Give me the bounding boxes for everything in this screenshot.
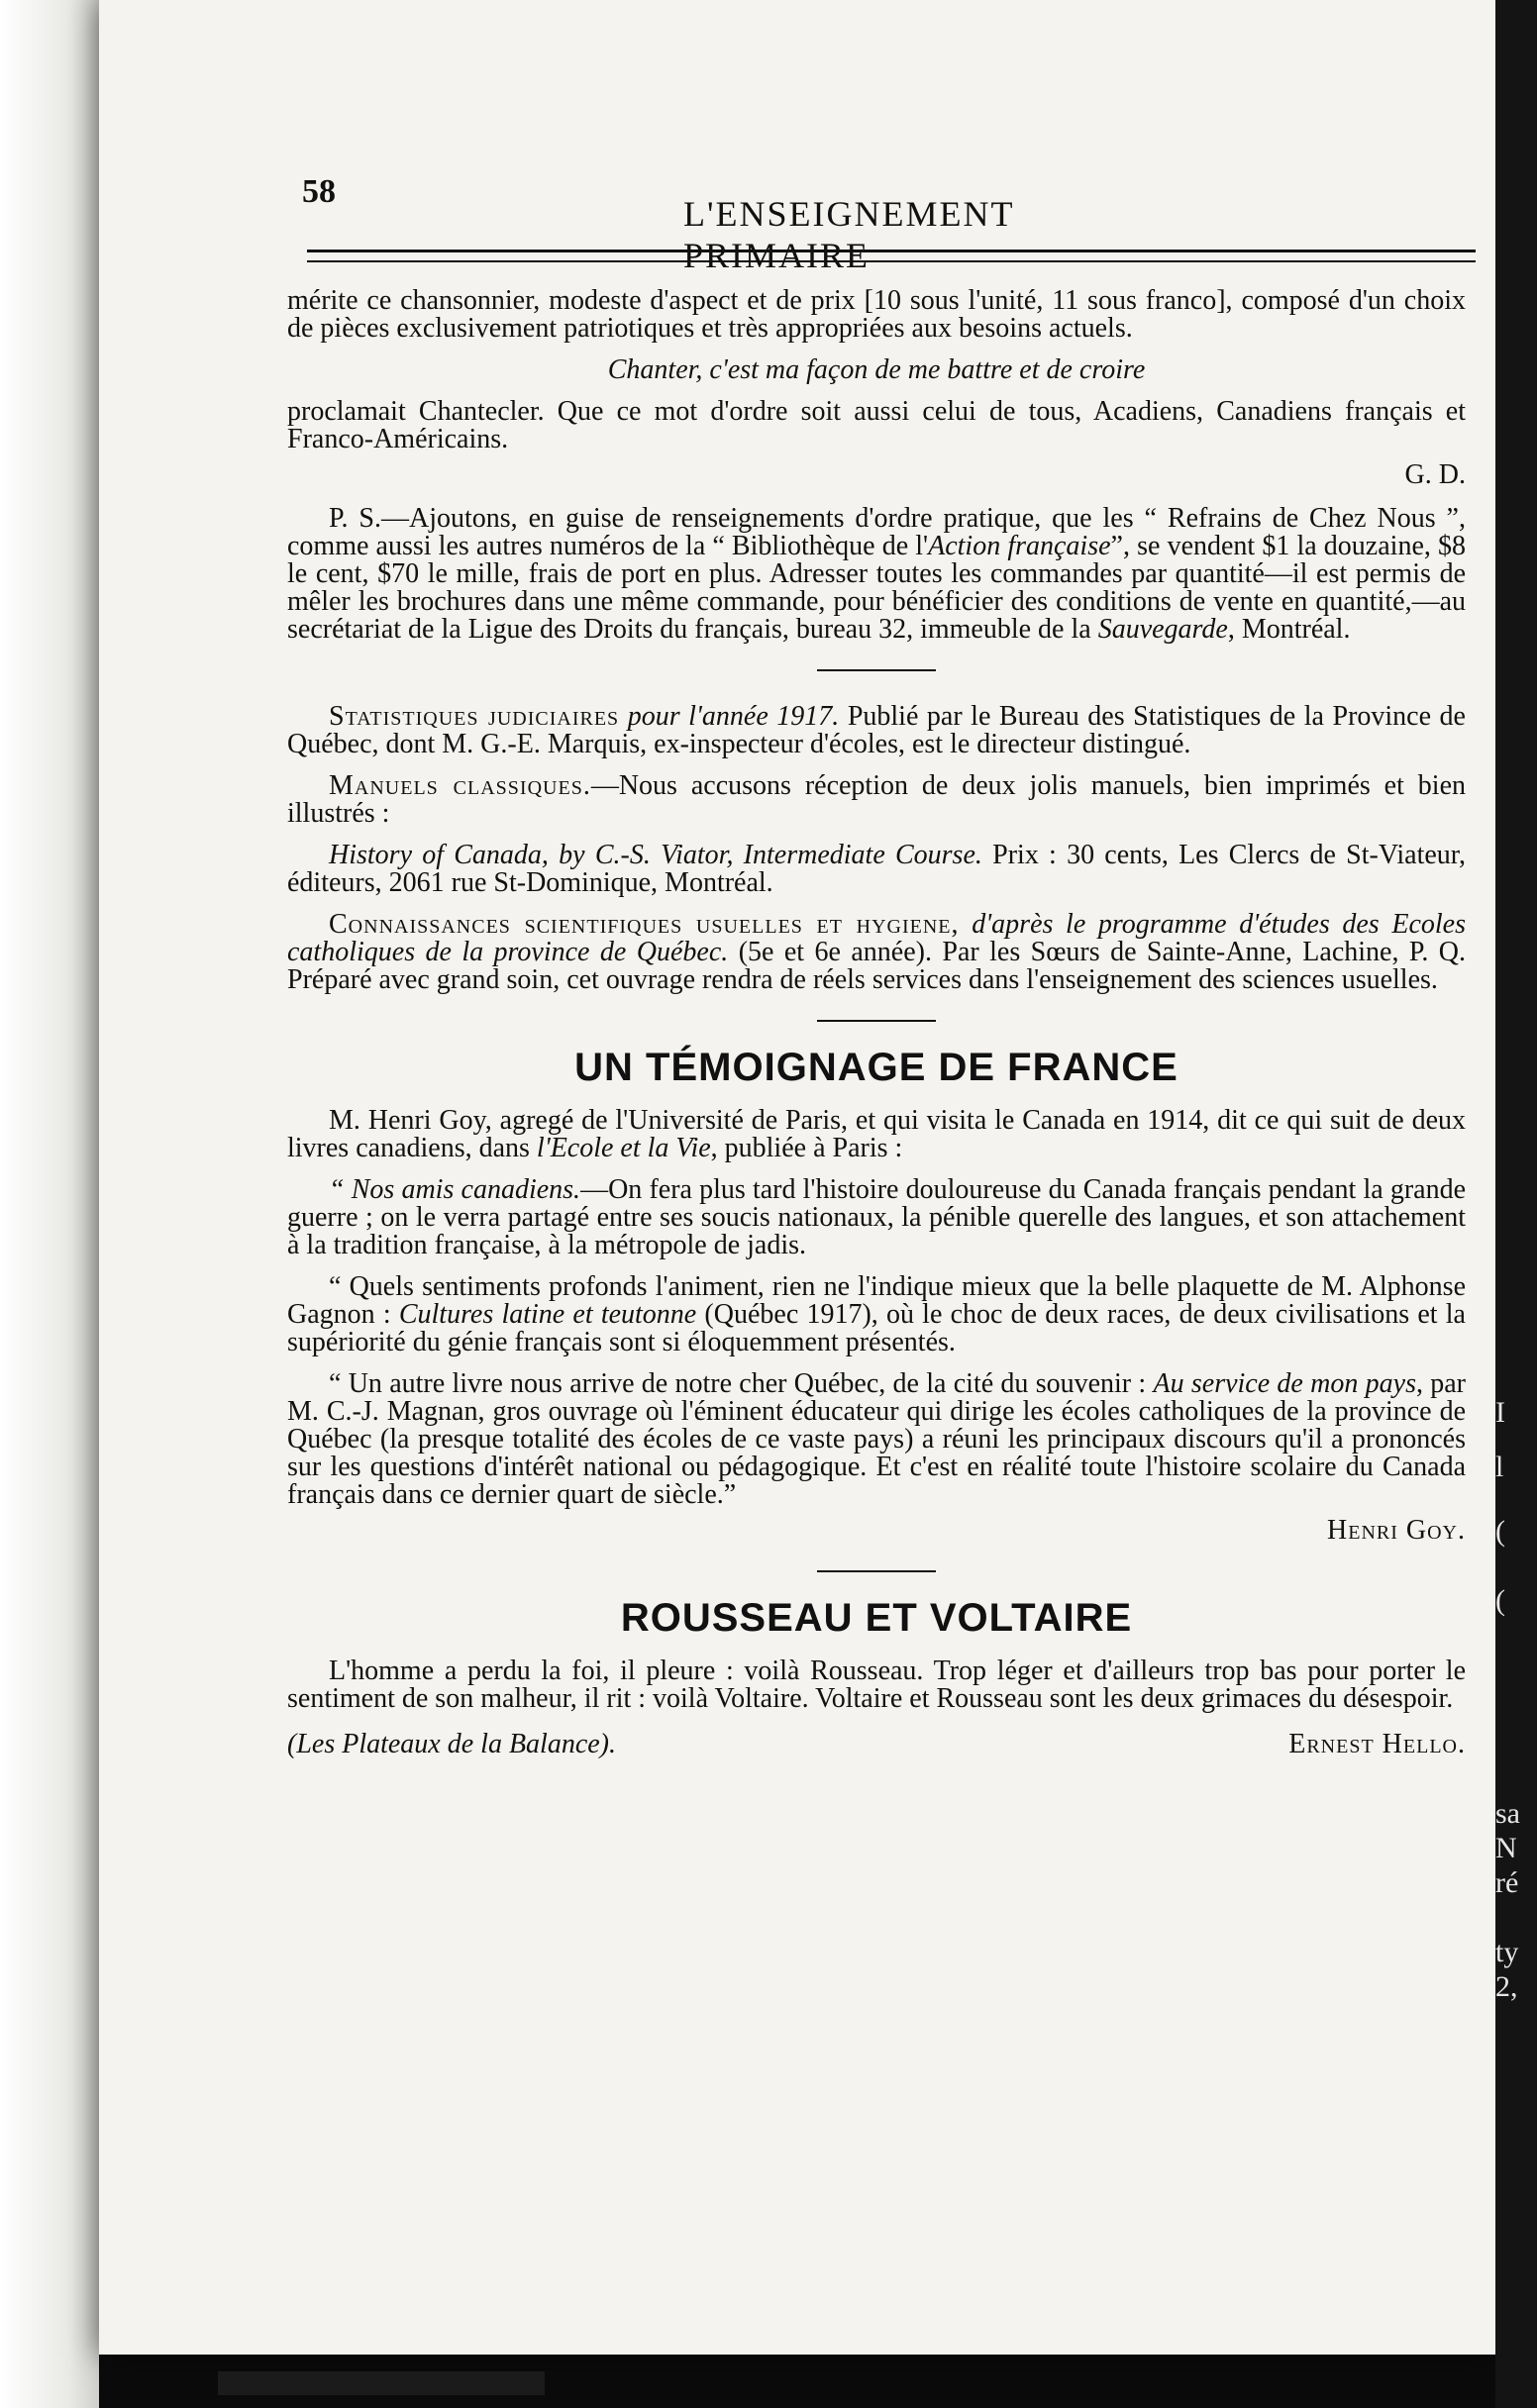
text: “ Un autre livre nous arrive de notre cher Québec, de la cité du souvenir : <box>329 1368 1154 1399</box>
next-page-edge <box>1495 0 1537 2408</box>
attribution <box>287 1731 1466 1758</box>
text: , par M. C.-J. Magnan, gros ouvrage où l'éminent éducateur qui dirige les écoles catholiques de la province de Québec (la presque totalité des écoles de ce vaste pays) a réuni les principaux discours qu'il a prononcés sur les questions d'intérêt national ou pédagogique. Et c'est en réalité toute l'histoire scolaire du Canada français dans ce dernier quart de siècle.” <box>287 1368 1467 1510</box>
notice-connaissances <box>287 911 1466 994</box>
smallcaps-lead: Manuels classiques. <box>329 770 591 801</box>
signature: G. D. <box>1404 459 1466 490</box>
text: Publié par le Bureau des Statistiques de la Province de Québec, dont M. G.-E. Marquis, ex-inspecteur d'écoles, est le directeur distingué. <box>287 701 1466 759</box>
paragraph <box>287 1107 1466 1162</box>
section-heading: ROUSSEAU ET VOLTAIRE <box>620 1596 1133 1640</box>
text: P. S.—Ajoutons, en guise de renseignements d'ordre pratique, que les “ Refrains de Chez Nous ”, comme aussi les autres numéros de la “ Bibliothèque de l' <box>287 503 1466 561</box>
text: —Nous accusons réception de deux jolis manuels, bien imprimés et bien illustrés : <box>287 770 1466 829</box>
page-number: 58 <box>302 173 336 210</box>
text: —On fera plus tard l'histoire douloureuse du Canada français pendant la grande guerre ; on le verra partagé entre ses soucis nationaux, la pénible querelle des langues, et son attachement à la tradition française, à la métropole de jadis. <box>287 1174 1467 1260</box>
paragraph: L'homme a perdu la foi, il pleure : voilà Rousseau. Trop léger et d'ailleurs trop bas pour porter le sentiment de son malheur, il rit : voilà Voltaire. Voltaire et Rousseau sont les deux grimaces du désespoir. <box>287 1656 1466 1714</box>
text: M. Henri Goy, agregé de l'Université de Paris, et qui visita le Canada en 1914, dit ce qui suit de deux livres canadiens, dans <box>287 1105 1466 1163</box>
paragraph <box>287 1176 1466 1259</box>
postscript <box>287 505 1466 644</box>
separator-rule <box>817 1020 936 1022</box>
signature: Henri Goy. <box>1327 1515 1466 1546</box>
paragraph <box>287 1273 1466 1356</box>
separator-rule <box>817 669 936 671</box>
quote-line: Chanter, c'est ma façon de me battre et de croire <box>607 354 1146 385</box>
text: Prix : 30 cents, Les Clercs de St-Viateur, éditeurs, 2061 rue St-Dominique, Montréal. <box>287 840 1467 898</box>
margin-fragment: N <box>1495 1832 1517 1864</box>
text: , publiée à Paris : <box>710 1133 903 1163</box>
italic-text: d'après le programme d'études des Ecoles catholiques de la province de Québec. <box>287 909 1466 967</box>
text: (5e et 6e année). Par les Sœurs de Sainte-Anne, Lachine, P. Q. Préparé avec grand soin, cet ouvrage rendra de réels services dans l'enseignement des sciences usuelles. <box>287 937 1466 995</box>
paragraph: proclamait Chantecler. Que ce mot d'ordre soit aussi celui de tous, Acadiens, Canadiens français et Franco-Américains. <box>287 396 1466 454</box>
paragraph: mérite ce chansonnier, modeste d'aspect et de prix [10 sous l'unité, 11 sous franco], composé d'un choix de pièces exclusivement patriotiques et très appropriées aux besoins actuels. <box>287 285 1466 344</box>
smallcaps-lead: Statistiques judiciaires <box>329 701 620 732</box>
italic-text: Action française <box>928 531 1111 561</box>
page-gutter <box>0 0 99 2408</box>
margin-fragment: ty <box>1495 1936 1519 1968</box>
margin-fragment: l <box>1495 1451 1504 1483</box>
margin-fragment: ré <box>1495 1866 1519 1899</box>
italic-text: pour l'année 1917. <box>627 701 840 732</box>
italic-text: Au service de mon pays <box>1153 1368 1416 1399</box>
running-head <box>198 173 1198 275</box>
text: (Québec 1917), où le choc de deux races, de deux civilisations et la supériorité du génie français sont si éloquemment présentés. <box>287 1299 1466 1357</box>
italic-text: Cultures latine et teutonne <box>398 1299 697 1330</box>
text: , Montréal. <box>1227 614 1351 645</box>
article-body <box>287 287 1466 1758</box>
journal-title: L'ENSEIGNEMENT PRIMAIRE <box>683 194 1014 275</box>
paragraph <box>287 1370 1466 1509</box>
text: ”, se vendent $1 la douzaine, $8 le cent, $70 le mille, frais de port en plus. Adresser toutes les commandes par quantité—il est permis de mêler les brochures dans une même commande, pour bénéficier des conditions de vente en quantité,—au secrétariat de la Ligue des Droits du français, bureau 32, immeuble de la <box>287 531 1467 645</box>
notice-statistiques <box>287 703 1466 758</box>
italic-text: History of Canada, by C.-S. Viator, Intermediate Course. <box>329 840 982 870</box>
section-heading: UN TÉMOIGNAGE DE FRANCE <box>574 1046 1178 1089</box>
italic-text: “ Nos amis canadiens. <box>329 1174 581 1205</box>
source-citation: (Les Plateaux de la Balance). <box>287 1729 617 1759</box>
italic-text: Sauvegarde <box>1097 614 1228 645</box>
smallcaps-lead: Connaissances scientifiques usuelles et hygiene, <box>329 909 960 940</box>
separator-rule <box>817 1570 936 1572</box>
margin-fragment: I <box>1495 1396 1505 1429</box>
header-rule <box>307 250 1476 262</box>
margin-fragment: sa <box>1495 1797 1520 1830</box>
author-name: Ernest Hello. <box>1288 1729 1466 1759</box>
notice-manuels <box>287 772 1466 828</box>
margin-fragment: 2, <box>1495 1970 1518 2003</box>
italic-text: l'Ecole et la Vie <box>536 1133 711 1163</box>
margin-fragment: ( <box>1495 1515 1505 1548</box>
scan-artifact <box>218 2371 545 2395</box>
text: “ Quels sentiments profonds l'animent, rien ne l'indique mieux que la belle plaquette de M. Alphonse Gagnon : <box>287 1271 1466 1330</box>
margin-fragment: ( <box>1495 1584 1505 1617</box>
notice-history <box>287 842 1466 897</box>
